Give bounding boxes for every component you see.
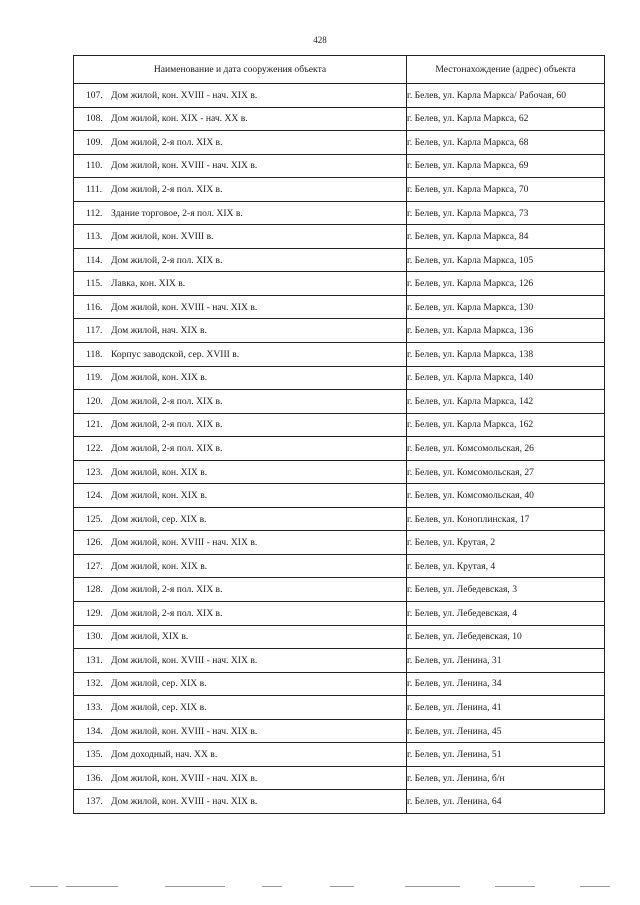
table-row: [74, 178, 605, 202]
object-name: Лавка, кон. XIX в.: [111, 278, 186, 290]
object-address: г. Белев, ул. Карла Маркса, 68: [407, 131, 605, 155]
object-address: г. Белев, ул. Карла Маркса, 130: [407, 295, 605, 319]
row-number: 113.: [86, 231, 103, 243]
object-address: г. Белев, ул. Комсомольская, 26: [407, 437, 605, 461]
header-name: Наименование и дата сооружения объекта: [74, 56, 407, 84]
object-name-cell: [74, 154, 407, 178]
table-row: [74, 225, 605, 249]
row-number: 129.: [86, 607, 103, 619]
object-name-cell: [74, 625, 407, 649]
object-address: г. Белев, ул. Лебедевская, 3: [407, 578, 605, 602]
object-name: Дом жилой, кон. XVIII - нач. XIX в.: [111, 89, 258, 101]
row-number: 125.: [86, 513, 103, 525]
object-name: Здание торговое, 2-я пол. XIX в.: [111, 207, 243, 219]
table-row: [74, 437, 605, 461]
object-address: г. Белев, ул. Ленина, 51: [407, 743, 605, 767]
object-name: Дом жилой, кон. XVIII в.: [111, 231, 214, 243]
row-number: 112.: [86, 207, 103, 219]
object-name: Дом жилой, сер. XIX в.: [111, 678, 207, 690]
object-address: г. Белев, ул. Лебедевская, 4: [407, 602, 605, 626]
scan-artifact-line: [30, 886, 58, 887]
table-row: [74, 366, 605, 390]
object-name: Дом жилой, кон. XVIII - нач. XIX в.: [111, 725, 258, 737]
object-name: Дом жилой, кон. XIX в.: [111, 560, 208, 572]
object-address: г. Белев, ул. Коноплинская, 17: [407, 507, 605, 531]
table-row: [74, 554, 605, 578]
header-address: Местонахождение (адрес) объекта: [407, 56, 605, 84]
row-number: 128.: [86, 584, 103, 596]
object-name: Дом жилой, XIX в.: [111, 631, 189, 643]
row-number: 115.: [86, 278, 103, 290]
table-row: [74, 201, 605, 225]
object-name: Дом жилой, сер. XIX в.: [111, 701, 207, 713]
object-name-cell: [74, 790, 407, 814]
object-name-cell: [74, 484, 407, 508]
object-name-cell: [74, 766, 407, 790]
table-row: [74, 672, 605, 696]
object-name: Дом жилой, 2-я пол. XIX в.: [111, 442, 223, 454]
row-number: 133.: [86, 701, 103, 713]
table-header-row: [74, 56, 605, 84]
row-number: 110.: [86, 160, 103, 172]
object-address: г. Белев, ул. Комсомольская, 40: [407, 484, 605, 508]
object-address: г. Белев, ул. Карла Маркса, 70: [407, 178, 605, 202]
row-number: 132.: [86, 678, 103, 690]
object-name-cell: [74, 366, 407, 390]
object-name-cell: [74, 578, 407, 602]
object-address: г. Белев, ул. Крутая, 2: [407, 531, 605, 555]
object-address: г. Белев, ул. Ленина, б/н: [407, 766, 605, 790]
table-row: [74, 719, 605, 743]
scan-artifact-line: [580, 886, 610, 887]
object-address: г. Белев, ул. Ленина, 45: [407, 719, 605, 743]
table-row: [74, 319, 605, 343]
object-name: Дом жилой, 2-я пол. XIX в.: [111, 607, 223, 619]
object-name-cell: [74, 437, 407, 461]
object-name: Дом жилой, кон. XVIII - нач. XIX в.: [111, 654, 258, 666]
row-number: 111.: [86, 183, 103, 195]
scan-artifact-line: [405, 886, 460, 887]
table-row: [74, 578, 605, 602]
object-name: Дом жилой, 2-я пол. XIX в.: [111, 136, 223, 148]
table-row: [74, 84, 605, 108]
row-number: 116.: [86, 301, 103, 313]
row-number: 118.: [86, 348, 103, 360]
object-name-cell: [74, 84, 407, 108]
table-row: [74, 790, 605, 814]
table-row: [74, 131, 605, 155]
object-name-cell: [74, 649, 407, 673]
object-name-cell: [74, 272, 407, 296]
row-number: 135.: [86, 749, 103, 761]
object-name: Дом жилой, сер. XIX в.: [111, 513, 207, 525]
table-row: [74, 743, 605, 767]
object-name: Дом жилой, 2-я пол. XIX в.: [111, 254, 223, 266]
row-number: 130.: [86, 631, 103, 643]
object-name-cell: [74, 343, 407, 367]
object-name: Дом жилой, нач. XIX в.: [111, 325, 207, 337]
object-address: г. Белев, ул. Карла Маркса, 62: [407, 107, 605, 131]
object-name: Дом жилой, кон. XIX в.: [111, 466, 208, 478]
object-address: г. Белев, ул. Карла Маркса, 136: [407, 319, 605, 343]
object-name-cell: [74, 178, 407, 202]
object-address: г. Белев, ул. Карла Маркса, 69: [407, 154, 605, 178]
table-row: [74, 107, 605, 131]
table-row: [74, 625, 605, 649]
object-name-cell: [74, 225, 407, 249]
object-address: г. Белев, ул. Карла Маркса, 142: [407, 390, 605, 414]
object-name-cell: [74, 672, 407, 696]
object-name: Дом жилой, кон. XVIII - нач. XIX в.: [111, 796, 258, 808]
object-name: Дом доходный, нач. XX в.: [111, 749, 218, 761]
row-number: 109.: [86, 136, 103, 148]
row-number: 124.: [86, 490, 103, 502]
table-row: [74, 295, 605, 319]
object-name-cell: [74, 602, 407, 626]
object-name-cell: [74, 460, 407, 484]
object-name: Дом жилой, кон. XVIII - нач. XIX в.: [111, 160, 258, 172]
table-row: [74, 696, 605, 720]
object-name: Корпус заводской, сер. XVIII в.: [111, 348, 240, 360]
object-address: г. Белев, ул. Лебедевская, 10: [407, 625, 605, 649]
row-number: 121.: [86, 419, 103, 431]
table-row: [74, 154, 605, 178]
table-body: [74, 84, 605, 814]
object-address: г. Белев, ул. Карла Маркса, 126: [407, 272, 605, 296]
object-name-cell: [74, 201, 407, 225]
object-address: г. Белев, ул. Ленина, 31: [407, 649, 605, 673]
object-name: Дом жилой, кон. XIX в.: [111, 490, 208, 502]
object-name: Дом жилой, кон. XVIII - нач. XIX в.: [111, 301, 258, 313]
object-address: г. Белев, ул. Карла Маркса/ Рабочая, 60: [407, 84, 605, 108]
row-number: 136.: [86, 772, 103, 784]
object-address: г. Белев, ул. Ленина, 34: [407, 672, 605, 696]
object-name-cell: [74, 554, 407, 578]
scan-artifact-line: [165, 886, 225, 887]
object-address: г. Белев, ул. Ленина, 64: [407, 790, 605, 814]
object-address: г. Белев, ул. Ленина, 41: [407, 696, 605, 720]
row-number: 131.: [86, 654, 103, 666]
row-number: 114.: [86, 254, 103, 266]
row-number: 123.: [86, 466, 103, 478]
row-number: 127.: [86, 560, 103, 572]
object-name-cell: [74, 719, 407, 743]
object-name-cell: [74, 507, 407, 531]
object-name: Дом жилой, 2-я пол. XIX в.: [111, 183, 223, 195]
object-address: г. Белев, ул. Карла Маркса, 73: [407, 201, 605, 225]
object-address: г. Белев, ул. Карла Маркса, 140: [407, 366, 605, 390]
row-number: 108.: [86, 113, 103, 125]
object-name: Дом жилой, 2-я пол. XIX в.: [111, 584, 223, 596]
row-number: 137.: [86, 796, 103, 808]
table-row: [74, 413, 605, 437]
row-number: 134.: [86, 725, 103, 737]
object-name: Дом жилой, кон. XIX - нач. XX в.: [111, 113, 248, 125]
table-row: [74, 484, 605, 508]
object-name-cell: [74, 413, 407, 437]
object-name-cell: [74, 743, 407, 767]
object-address: г. Белев, ул. Карла Маркса, 105: [407, 248, 605, 272]
object-name: Дом жилой, 2-я пол. XIX в.: [111, 419, 223, 431]
row-number: 126.: [86, 537, 103, 549]
object-name: Дом жилой, кон. XVIII - нач. XIX в.: [111, 772, 258, 784]
object-name: Дом жилой, 2-я пол. XIX в.: [111, 395, 223, 407]
row-number: 122.: [86, 442, 103, 454]
object-name-cell: [74, 131, 407, 155]
object-name-cell: [74, 390, 407, 414]
scan-artifact-line: [66, 886, 118, 887]
object-name-cell: [74, 248, 407, 272]
table-row: [74, 507, 605, 531]
object-address: г. Белев, ул. Крутая, 4: [407, 554, 605, 578]
table-row: [74, 272, 605, 296]
object-address: г. Белев, ул. Комсомольская, 27: [407, 460, 605, 484]
table-row: [74, 248, 605, 272]
row-number: 107.: [86, 89, 103, 101]
row-number: 120.: [86, 395, 103, 407]
table-row: [74, 531, 605, 555]
object-address: г. Белев, ул. Карла Маркса, 162: [407, 413, 605, 437]
table-row: [74, 649, 605, 673]
object-name-cell: [74, 696, 407, 720]
row-number: 119.: [86, 372, 103, 384]
scan-artifact-line: [330, 886, 354, 887]
object-name: Дом жилой, кон. XIX в.: [111, 372, 208, 384]
object-name: Дом жилой, кон. XVIII - нач. XIX в.: [111, 537, 258, 549]
page-number: 428: [313, 35, 327, 45]
object-name-cell: [74, 531, 407, 555]
scan-artifact-line: [262, 886, 282, 887]
object-name-cell: [74, 295, 407, 319]
scan-artifact-line: [495, 886, 535, 887]
table-row: [74, 766, 605, 790]
table-row: [74, 602, 605, 626]
row-number: 117.: [86, 325, 103, 337]
table-row: [74, 343, 605, 367]
object-address: г. Белев, ул. Карла Маркса, 84: [407, 225, 605, 249]
object-address: г. Белев, ул. Карла Маркса, 138: [407, 343, 605, 367]
heritage-objects-table: [73, 55, 605, 814]
object-name-cell: [74, 319, 407, 343]
object-name-cell: [74, 107, 407, 131]
table-row: [74, 390, 605, 414]
table-row: [74, 460, 605, 484]
